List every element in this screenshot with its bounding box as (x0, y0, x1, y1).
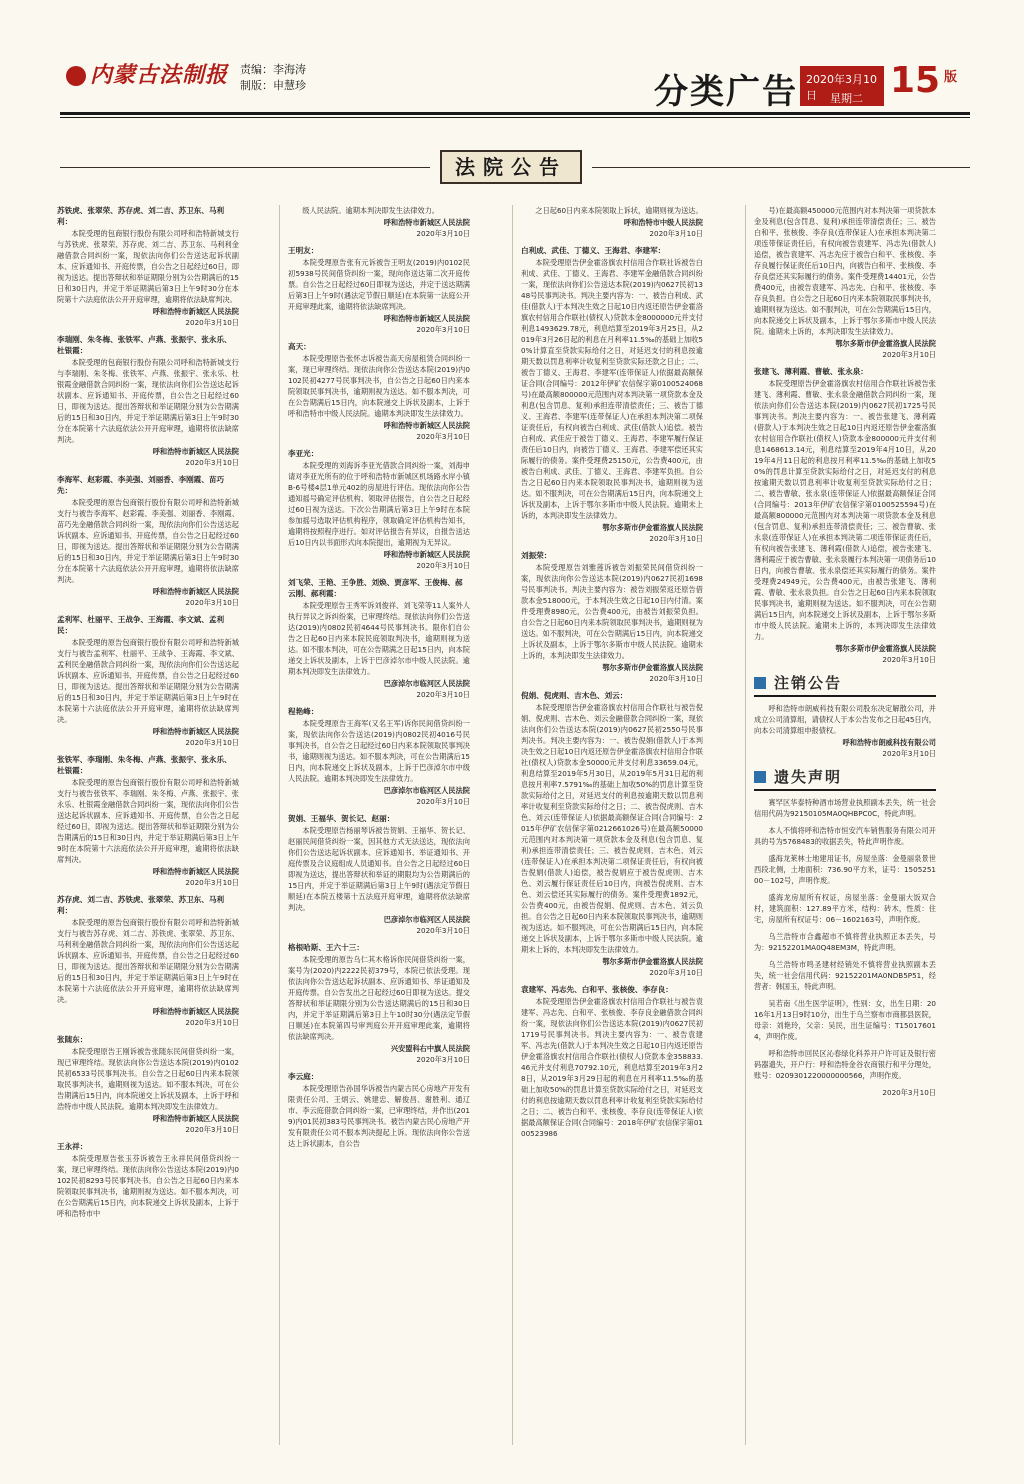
notice-body: 本院受理原告孙国华诉被告内蒙古民心房地产开发有限责任公司、王炳云、姚建忠、解俊昌、谢胜利、通辽市、李云庭借款合同纠纷一案，已审理终结，并作出(2019)内01民初383号民事判决书。被告内蒙古民心房地产开发有限责任公司不服本判决提起上诉。现依法向你公告送达上诉状副本，自公告 (288, 1084, 470, 1148)
cancellation-notice (754, 703, 936, 759)
loss-item-text: 盛海龙莱林士地建用证书，房屋坐落：金曼丽泉景世西段北侧，土地面积：736.90平方米，证号：150525100－102号，声明作废。 (754, 854, 936, 885)
court-notice (57, 754, 239, 888)
masthead-rule (60, 112, 970, 115)
loss-item-text: 赛罕区华泰特种酒市场营业执照副本丢失，统一社会信用代码为92150105MA0QHBPC0C，特此声明。 (754, 798, 936, 818)
notice-date: 2020年3月10日 (649, 968, 703, 977)
notice-body: 呼和浩特市朗威科技有限公司股东决定解散公司，并成立公司清算组，请债权人于本公告发布之日起45日内，向本公司清算组申报债权。 (754, 704, 936, 735)
notice-court: 呼和浩特市新城区人民法院 (383, 550, 470, 559)
page-suffix: 版 (944, 70, 958, 85)
notice-body: 之日起60日内来本院领取上诉状，逾期则视为送达。 (535, 206, 703, 215)
notice-addressee: 张随东： (57, 1035, 88, 1044)
notice-addressee: 李亚光： (288, 449, 319, 458)
masthead (0, 0, 1024, 130)
notice-court: 鄂尔多斯市伊金霍洛旗人民法院 (602, 663, 703, 672)
notice-addressee: 刘振荣： (521, 551, 552, 560)
square-bullet-icon (754, 677, 766, 689)
notice-court: 呼和浩特市新城区人民法院 (152, 727, 239, 736)
court-notice (288, 448, 470, 571)
column-4 (754, 205, 936, 1098)
notice-body: 级人民法院。逾期本判决即发生法律效力。 (302, 206, 439, 215)
court-notice (754, 205, 936, 360)
court-notice (57, 1141, 239, 1219)
notice-addressee: 苏铁虎、张翠荣、苏存虎、刘二吉、苏卫东、马利利： (57, 206, 225, 226)
column-3 (521, 205, 703, 1145)
notice-date: 2020年3月10日 (416, 561, 470, 570)
court-notice (57, 334, 239, 468)
notice-date: 2020年3月10日 (649, 674, 703, 683)
notice-court: 鄂尔多斯市伊金霍洛旗人民法院 (602, 957, 703, 966)
court-notice (521, 245, 703, 544)
notice-addressee: 李瑞刚、朱冬梅、张铁军、卢燕、张振宇、张永乐、杜银霞： (57, 335, 232, 355)
court-notice (288, 245, 470, 335)
loss-item-text: 本人不慎将呼和浩特市恒安汽车销售服务有限公司开具的号为5768483的收据丢失，特此声明作废。 (754, 826, 936, 846)
notice-court: 呼和浩特市新城区人民法院 (152, 1114, 239, 1123)
court-notice (288, 706, 470, 807)
notice-court: 巴彦淖尔市临河区人民法院 (383, 679, 470, 688)
notice-date: 2020年3月10日 (185, 1018, 239, 1027)
loss-item-text: 吴若南《出生医学证明》，性别：女，出生日期：2016年1月13日9时10分，出生于乌兰察布市商都县医院，母亲：刘艳玲，父亲：吴民，出生证编号：T150176014，声明作废。 (754, 999, 936, 1041)
court-notice (754, 366, 936, 665)
notice-court: 巴彦淖尔市临河区人民法院 (383, 915, 470, 924)
notice-body: 本院受理原告伊金霍洛旗农村信用合作联社诉被告白利成、武佳、丁德义、王海君、李建军金融借款合同纠纷一案，现依法向你们公告送达本院(2019)内0627民初1348号民事判决书。判决主要内容为：一、被告白利成、武佳(借款人)于本判决生效之日起10日内返还原告伊金霍洛旗农村信用合作联社(债权人)贷款本金8000000元并支付利息1493629.78元，利息结算至2019年3月25日，从2019年3月26日起的利息在月利率11.5‰的基础上加收50%计算直至贷款实际给付之日，对延迟支付的利息按逾期天数以罚息利率计收复利至贷款实际还款之日止；二、被告丁德义、王海君、李建军(连带保证人)依据最高额保证合同(合同编号：2012年伊矿农信保字第0100524068号)在最高额800000元范围内对本判决第一项贷款本金及利息(包含罚息、复利)承担连带清偿责任；三、被告丁德义、王海君、李建军(连带保证人)在承担本判决第二项保证责任后，有权向被告白利成、武佳(借款人)追偿。被告白利成、武佳应于被告丁德义、王海君、李建军履行保证责任后10日内，向被告丁德义、王海君、李建军偿还其实际履行的债务。案件受理费25150元，公告费400元，由被告白利成、武佳、丁德义、王海君、李建军负担。自公告之日起60日内来本院领取民事判决书，逾期则视为送达。如不服判决，可在公告期满后15日内，向本院递交上诉状及副本，上诉于鄂尔多斯市中级人民法院。逾期未上诉的，本判决即发生法律效力。 (521, 258, 703, 520)
notice-addressee: 李海军、赵彩霞、李美强、刘丽香、李刚霞、苗巧先： (57, 475, 225, 495)
notice-court: 呼和浩特市新城区人民法院 (152, 447, 239, 456)
court-notice (521, 984, 703, 1139)
court-notice (57, 1034, 239, 1135)
court-notice (288, 341, 470, 442)
producer-line: 制版：申慧珍 (240, 79, 306, 92)
notice-body: 本院受理原告伊金霍洛旗农村信用合作联社与被告袁建军、冯志先、白和平、张核俊、李存良金融借款合同纠纷一案，现依法向你们公告送达本院(2019)内0627民初1719号民事判决书。判决主要内容为：一、被告袁建军、冯志先(借款人)于本判决生效之日起10日内返还原告伊金霍洛旗农村信用合作联社(债权人)贷款本金358833.46元并支付利息70792.10元，利息结算至2019年3月28日，从2019年3月29日起的利息在月利率11.5‰的基础上加收50%的罚息计算至贷款实际给付之日，对延迟支付的利息按逾期天数以罚息利率计收复利至贷款实际给付之日；二、被告白和平、张核俊、李存良(连带保证人)依据最高额保证合同(合同编号：2018年伊矿农信保字第0100523986 (521, 997, 703, 1138)
notice-body: 本院受理原告伊金霍洛旗农村信用合作联社诉被告张建飞、薄利霞、曹敏、张永泉金融借款合同纠纷一案，现依法向你们公告送达本院(2019)内0627民初1725号民事判决书。判决主要内容为：一、被告张建飞、薄利霞(借款人)于本判决生效之日起10日内返还原告伊金霍洛旗农村信用合作联社(债权人)贷款本金800000元并支付利息1468613.14元，利息结算至2019年4月10日，从2019年4月11日起的利息按月利率11.5‰的基础上加收50%的罚息计算至贷款实际给付之日，对延迟支付的利息按逾期天数以罚息利率计收复利至贷款实际给付之日；二、被告曹敏、张永泉(连带保证人)依据最高额保证合同(合同编号：2013年伊矿农信保字第0100525594号)在最高额800000元范围内对本判决第一项贷款本金及利息(包含罚息、复利)承担连带清偿责任；三、被告曹敏、张永泉(连带保证人)在承担本判决第二项连带保证责任后，有权向被告张建飞、薄利霞(借款人)追偿，被告张建飞、薄利霞应于被告曹敏、张永泉履行本判决第一项债务后10日内，向被告曹敏、张永泉偿还其实际履行的债务。案件受理费24949元，公告费400元，由被告张建飞、薄利霞、曹敏、张永泉负担。自公告之日起60日内来本院领取民事判决书，逾期则视为送达。如不服判决，可在公告期满后15日内，向本院递交上诉状及副本，上诉于鄂尔多斯市中级人民法院。逾期未上诉的，本判决即发生法律效力。 (754, 379, 936, 641)
notice-body: 本院受理原告王海军(又名王军)诉你民间借贷纠纷一案，现依法向你公告送达(2019)内0802民初4016号民事判决书，自公告之日起经过60日内来本院领取民事判决书，逾期则视为送达。如不服本判决，可在公告期满后15日内，向本院递交上诉状及副本，上诉于巴彦淖尔市中级人民法院。逾期本判决即发生法律效力。 (288, 719, 470, 783)
notice-court: 鄂尔多斯市伊金霍洛旗人民法院 (602, 523, 703, 532)
notice-body: 本院受理的原告包商银行股份有限公司呼和浩特新城支行与被告李海军、赵彩霞、李美强、刘丽香、李刚霞、苗巧先金融借款合同纠纷一案，现依法向你们公告送达起诉状副本、应诉通知书、开庭传票，自公告之日起经过60日，即视为送达。提出答辩状和举证期限分别为公告期满后的15日和30日内，并定于举证期满后第3日上午9时30分在本院第十六法庭依法公开开庭审理，逾期将依法缺席判决。 (57, 498, 239, 584)
court-notice (288, 577, 470, 700)
notice-date: 2020年3月10日 (185, 598, 239, 607)
court-notice (521, 550, 703, 684)
notice-addressee: 格根哈斯、王六十三： (288, 943, 364, 952)
editor-info (240, 62, 306, 94)
notice-date: 2020年3月10日 (416, 229, 470, 238)
notice-date: 2020年3月10日 (882, 749, 936, 758)
notice-court: 鄂尔多斯市伊金霍洛旗人民法院 (835, 644, 936, 653)
loss-item-text: 呼和浩特市回民区沁春绿化科养开户许可证及银行密码器遗失，开户行：呼和浩特金谷农商银行和平分理处，账号：0209301220000000566，声明作废。 (754, 1049, 936, 1080)
notice-addressee: 孟利军、杜丽平、王战争、王海霞、李文斌、孟利民： (57, 615, 225, 635)
notice-body: 号)在最高额450000元范围内对本判决第一项贷款本金及利息(包含罚息、复利)承担连带清偿责任；三、被告白和平、张核俊、李存良(连带保证人)在承担本判决第二项连带保证责任后，有权向被告袁建军、冯志先(借款人)追偿，被告袁建军、冯志先应于被告白和平、张核俊、李存良履行保证责任后10日内，向被告白和平、张核俊、李存良偿还其实际履行的债务。案件受理费14401元，公告费400元，由被告袁建军、冯志先、白和平、张核俊、李存良负担。自公告之日起60日内来本院领取民事判决书，逾期则视为送达。如不服判决，可在公告期满后15日内，向本院递交上诉状及副本，上诉于鄂尔多斯市中级人民法院。逾期未上诉的，本判决即发生法律效力。 (754, 206, 936, 336)
column-4-notices (754, 205, 936, 665)
court-notice (521, 690, 703, 978)
notice-date: 2020年3月10日 (416, 325, 470, 334)
loss-item (754, 959, 936, 992)
notice-date: 2020年3月10日 (882, 350, 936, 359)
notice-date: 2020年3月10日 (185, 458, 239, 467)
notice-addressee: 张铁军、李瑞刚、朱冬梅、卢燕、张振宇、张永乐、杜银霞： (57, 755, 232, 775)
notice-date: 2020年3月10日 (185, 1125, 239, 1134)
notice-addressee: 袁建军、冯志先、白和平、张核俊、李存良： (521, 985, 673, 994)
cancellation-header (754, 671, 936, 697)
loss-date: 2020年3月10日 (882, 1088, 936, 1097)
banner-rule-right (592, 167, 970, 168)
notice-court: 呼和浩特市中级人民法院 (623, 218, 703, 227)
notice-date: 2020年3月10日 (416, 690, 470, 699)
notice-date: 2020年3月10日 (185, 318, 239, 327)
notice-addressee: 白利成、武佳、丁德义、王海君、李建军： (521, 246, 666, 255)
loss-item-text: 乌兰浩特市鸣圣建材经销处不慎将营业执照副本丢失，统一社会信用代码：92152201MA0NDB5P51，经营者：韩国玉，特此声明。 (754, 960, 936, 991)
loss-list (754, 797, 936, 1098)
notice-court: 兴安盟科右中旗人民法院 (390, 1044, 470, 1053)
loss-item (754, 931, 936, 953)
notice-body: 本院受理的原告包商银行股份有限公司呼和浩特新城支行与被告孟利军、杜丽平、王战争、王海霞、李文斌、孟利民金融借款合同纠纷一案，现依法向你们公告送达起诉状副本、应诉通知书、开庭传票，自公告之日起经过60日，即视为送达。提出答辩状和举证期限分别为公告期满后的15日和30日内，并定于举证期满后第3日上午9时在本院第十六法庭依法公开开庭审理，逾期将依法缺席判决。 (57, 638, 239, 724)
notice-court: 呼和浩特市新城区人民法院 (152, 587, 239, 596)
notice-court: 呼和浩特市新城区人民法院 (383, 314, 470, 323)
column-divider (745, 205, 746, 1445)
newspaper-logo (66, 58, 228, 89)
notice-addressee: 李云庭： (288, 1072, 319, 1081)
column-divider (279, 205, 280, 1445)
notice-issuer: 呼和浩特市朗威科技有限公司 (842, 738, 936, 747)
notice-body: 本院受理的包商银行股份有限公司呼和浩特新城支行与李瑞刚、朱冬梅、张铁军、卢燕、张振宇、张永乐、杜银霞金融借款合同纠纷一案，现依法向你们公告送达起诉状副本、应诉通知书、开庭传票，自公告之日起经过60日，即视为送达。提出答辩状和举证期限分别为公告期满后的15日和30日内，并定于举证期满后第3日上午9时30分在本院第十六法庭依法公开开庭审理，逾期将依法缺席判决。 (57, 358, 239, 444)
court-notice-banner (440, 150, 582, 184)
notice-date: 2020年3月10日 (185, 738, 239, 747)
court-notice (288, 813, 470, 936)
loss-item (754, 892, 936, 925)
square-bullet-icon (754, 771, 766, 783)
notice-court: 鄂尔多斯市伊金霍洛旗人民法院 (835, 339, 936, 348)
notice-addressee: 倪娟、倪虎则、吉木色、刘云： (521, 691, 628, 700)
notice-date: 2020年3月10日 (185, 878, 239, 887)
notice-body: 本院受理的刘海诉李亚光借款合同纠纷一案，刘海申请对李亚光所有的位于呼和浩特市新城区机场路水岸小镇B-6号楼4层1单元402的房屋进行评估。现依法向你公告通知摇号确定评估机构、领取评估报告，自公告之日起经过60日视为送达。下次公告期满后第3日上午9时在本院参加摇号选取评估机构程序，领取确定评估机构告知书，逾期将按照程序进行。如对评估报告有异议，自报告送达后10日内以书面形式向本院提出，逾期视为无异议。 (288, 461, 470, 547)
court-notice (57, 894, 239, 1028)
notice-body: 本院受理的原告包商银行股份有限公司呼和浩特新城支行与被告苏存虎、刘二吉、苏铁虎、张翠荣、苏卫东、马利利金融借款合同纠纷一案，现依法向你们公告送达起诉状副本、应诉通知书、开庭传票，自公告之日起经过60日，即视为送达。提出答辩状和举证期限分别为公告期满后的15日和30日内，并定于举证期满后第3日上午9时在本院第十六法庭依法公开开庭审理，逾期将依法缺席判决。 (57, 918, 239, 1004)
notice-date: 2020年3月10日 (649, 229, 703, 238)
notice-body: 本院受理原告王秀军诉刘俊祥、刘飞荣等11人案外人执行异议之诉纠纷案，已审理终结。现依法向你们公告送达(2019)内0802民初4644号民事判决书。限你们自公告之日起60日内来本院民庭领取判决书，逾期则视为送达。如不服本判决，可在公告期满之日起15日内，向本院递交上诉状及副本，上诉于巴彦淖尔市中级人民法院。逾期本判决即发生法律效力。 (288, 601, 470, 676)
column-2 (288, 205, 470, 1155)
notice-court: 呼和浩特市新城区人民法院 (383, 218, 470, 227)
notice-court: 呼和浩特市新城区人民法院 (383, 421, 470, 430)
notice-addressee: 贺娟、王福华、贺长记、赵丽： (288, 814, 395, 823)
banner-text: 法院公告 (455, 155, 567, 179)
court-notice (288, 1071, 470, 1149)
notice-addressee: 程艳峰： (288, 707, 319, 716)
notice-date: 2020年3月10日 (416, 432, 470, 441)
notice-body: 本院受理原告张玉芬诉被告王永祥民间借贷纠纷一案，现已审理终结。现依法向你公告送达本院(2019)内0102民初8293号民事判决书。自公告之日起60日内来本院领取民事判决书，逾期则视为送达。如不服本判决，可在公告期满后15日内，向本院递交上诉状及副本，上诉于呼和浩特市中 (57, 1154, 239, 1218)
court-notice (57, 614, 239, 748)
masthead-rule-thin (60, 117, 970, 118)
loss-title: 遗失声明 (774, 767, 843, 786)
notice-addressee: 王明友： (288, 246, 319, 255)
notice-body: 本院受理原告张怀志诉被告高天房屋租赁合同纠纷一案，现已审理终结。现依法向你公告送达本院(2019)内0102民初4277号民事判决书，自公告之日起60日内来本院领取民事判决书，逾期则视为送达。如不服本判决，可在公告期满后15日内，向本院递交上诉状及副本，上诉于呼和浩特市中级人民法院。逾期本判决即发生法律效力。 (288, 354, 470, 418)
notice-date: 2020年3月10日 (649, 534, 703, 543)
notice-body: 本院受理的原告包商银行股份有限公司呼和浩特新城支行与被告张铁军、李瑞刚、朱冬梅、卢燕、张振宇、张永乐、杜银霞金融借款合同纠纷一案，现依法向你们公告送达起诉状副本、应诉通知书、开庭传票，自公告之日起经过60日，即视为送达。提出答辩状和举证期限分别为公告期满后的15日和30日内，并定于举证期满后第3日上午9时在本院第十六法庭依法公开开庭审理，逾期将依法缺席判决。 (57, 778, 239, 864)
notice-court: 呼和浩特市新城区人民法院 (152, 307, 239, 316)
date-box (800, 66, 884, 106)
notice-addressee: 高天： (288, 342, 311, 351)
loss-item (754, 825, 936, 847)
loss-item (754, 797, 936, 819)
notice-body: 本院受理原告杨丽琴诉被告贺娟、王福华、贺长记、赵丽民间借贷纠纷一案，因其他方式无法送达，现依法向你们公告送达起诉状副本、应诉通知书、举证通知书、开庭传票及合议庭组成人员通知书。自公告之日起经过60日即视为送达，提出答辩状和举证的期限均为公告期满后的15日内，并定于举证期满后第3日上午9时(遇法定节假日顺延)在本院五楼第十五法庭开庭审理，逾期将依法缺席判决。 (288, 826, 470, 912)
loss-item (754, 998, 936, 1042)
column-1 (57, 205, 239, 1225)
notice-date: 2020年3月10日 (416, 926, 470, 935)
logo-emblem-icon (66, 66, 86, 86)
court-notice (57, 205, 239, 328)
logo-text: 内蒙古法制报 (90, 62, 229, 88)
notice-addressee: 张建飞、薄利霞、曹敏、张永泉： (754, 367, 868, 376)
court-notice (288, 942, 470, 1065)
loss-item-text: 乌兰浩特市合鑫超市不慎将营业执照正本丢失，号为：92152201MA0Q48EM3M，特此声明。 (754, 932, 936, 952)
notice-court: 呼和浩特市新城区人民法院 (152, 1007, 239, 1016)
notice-addressee: 王永祥： (57, 1142, 88, 1151)
notice-court: 巴彦淖尔市临河区人民法院 (383, 786, 470, 795)
notice-addressee: 刘飞荣、王艳、王争胜、刘焕、贾彦军、王俊梅、郝云刚、郝利霞： (288, 578, 463, 598)
court-notice (521, 205, 703, 239)
page-number: 15 (890, 60, 941, 101)
editor-line: 责编：李海涛 (240, 63, 306, 76)
notice-court: 呼和浩特市新城区人民法院 (152, 867, 239, 876)
notice-date: 2020年3月10日 (416, 797, 470, 806)
banner-rule-left (60, 167, 430, 168)
notice-body: 本院受理的原告乌仁其木格诉你民间借贷纠纷一案，案号为(2020)内2222民初379号，本院已依法受理。现依法向你公告送达起诉状副本、应诉通知书、举证通知及开庭传票。自公告发出之日起经过60日即视为送达。提交答辩状和举证期限分别为公告送达期满后的15日和30日内，并定于举证期满后第3日上午10时30分(遇法定节假日顺延)在本院第四号审判庭公开开庭审理此案，逾期将依法缺席判决。 (288, 955, 470, 1041)
cancellation-title: 注销公告 (774, 673, 843, 692)
notice-body: 本院受理原告王刚诉被告张随东民间借贷纠纷一案，现已审理终结。现依法向你公告送达本院(2019)内0102民初6533号民事判决书。自公告之日起60日内来本院领取民事判决书，逾期则视为送达。如不服本判决，可在公告期满后15日内，向本院递交上诉状及副本，上诉于呼和浩特市中级人民法院。逾期本判决即发生法律效力。 (57, 1047, 239, 1111)
court-notice (288, 205, 470, 239)
loss-item (754, 853, 936, 886)
notice-body: 本院受理的包商银行股份有限公司呼和浩特新城支行与苏铁虎、张翠荣、苏存虎、刘二吉、苏卫东、马利利金融借款合同纠纷一案，现依法向你们公告送达起诉状副本、应诉通知书、开庭传票，自公告之日起经过60日，即视为送达。提出答辩状和举证期限分别为公告期满后的15日和30日内，并定于举证期满后第3日上午9时30分在本院第十六法庭依法公开开庭审理，逾期将依法缺席判决。 (57, 229, 239, 304)
notice-body: 本院受理原告刘雅莲诉被告刘振荣民间借贷纠纷一案，现依法向你公告送达本院(2019)内0627民初1698号民事判决书。判决主要内容为：被告刘振荣返还原告借款本金518000元，于本判决生效之日起10日内付清。案件受理费8980元，公告费400元，由被告刘振荣负担。自公告之日起60日内来本院领取民事判决书，逾期则视为送达。如不服判决，可在公告期满后15日内，向本院递交上诉状及副本，上诉于鄂尔多斯市中级人民法院。逾期未上诉的，本判决即发生法律效力。 (521, 563, 703, 660)
notice-body: 本院受理原告张有元诉被告王明友(2019)内0102民初5938号民间借贷纠纷一案，现向你送达第二次开庭传票。自公告之日起经过60日即视为送达，并定于送达期满后第3日上午9时(遇法定节假日顺延)在本院第一法庭公开开庭审理此案，逾期将依法缺席判决。 (288, 258, 470, 311)
court-notice (57, 474, 239, 608)
notice-addressee: 苏存虎、刘二吉、苏铁虎、张翠荣、苏卫东、马利利： (57, 895, 225, 915)
issue-date: 2020年3月10日 (806, 73, 877, 102)
loss-item-text: 盛海龙房屋所有权证，房屋坐落：金曼丽大饭双合村，建筑面积：127.89平方米，结构：砖木，性质：住宅，房屋所有权证号：06－1602163号，声明作废。 (754, 893, 936, 924)
notice-date: 2020年3月10日 (416, 1055, 470, 1064)
notice-date: 2020年3月10日 (882, 655, 936, 664)
notice-body: 本院受理原告伊金霍洛旗农村信用合作联社与被告倪娟、倪虎则、吉木色、刘云金融借款合同纠纷一案，现依法向你们公告送达本院(2019)内0627民初2550号民事判决书。判决主要内容为：一、被告倪娟(借款人)于本判决生效之日起10日内返还原告伊金霍洛旗农村信用合作联社(债权人)贷款本金50000元并支付利息33659.04元，利息结算至2019年5月30日，从2019年5月31日起的利息按月利率7.5791‰的基础上加收50%的罚息计算至贷款实际给付之日，对延迟支付的利息按逾期天数以罚息利率计收复利至贷款实际给付之日；二、被告倪虎则、吉木色、刘云(连带保证人)依据最高额保证合同(合同编号：2015年伊矿农信保字第0212661026号)在最高额50000元范围内对本判决第一项贷款本金及利息(包含罚息、复利)承担连带清偿责任；三、被告倪虎则、吉木色、刘云(连带保证人)在承担本判决第二项保证责任后，有权向被告倪娟(借款人)追偿，被告倪娟应于被告倪虎则、吉木色、刘云履行保证责任后10日内，向被告倪虎则、吉木色、刘云偿还其实际履行的债务。案件受理费1892元，公告费400元，由被告倪娟、倪虎则、吉木色、刘云负担。自公告之日起60日内来本院领取民事判决书，逾期则视为送达。如不服判决，可在公告期满后15日内，向本院递交上诉状及副本，上诉于鄂尔多斯市中级人民法院。逾期未上诉的，本判决即发生法律效力。 (521, 703, 703, 954)
column-divider (512, 205, 513, 1445)
loss-item (754, 1048, 936, 1081)
issue-weekday: 星期二 (830, 92, 863, 105)
section-title: 分类广告 (654, 72, 798, 112)
loss-header (754, 765, 936, 791)
